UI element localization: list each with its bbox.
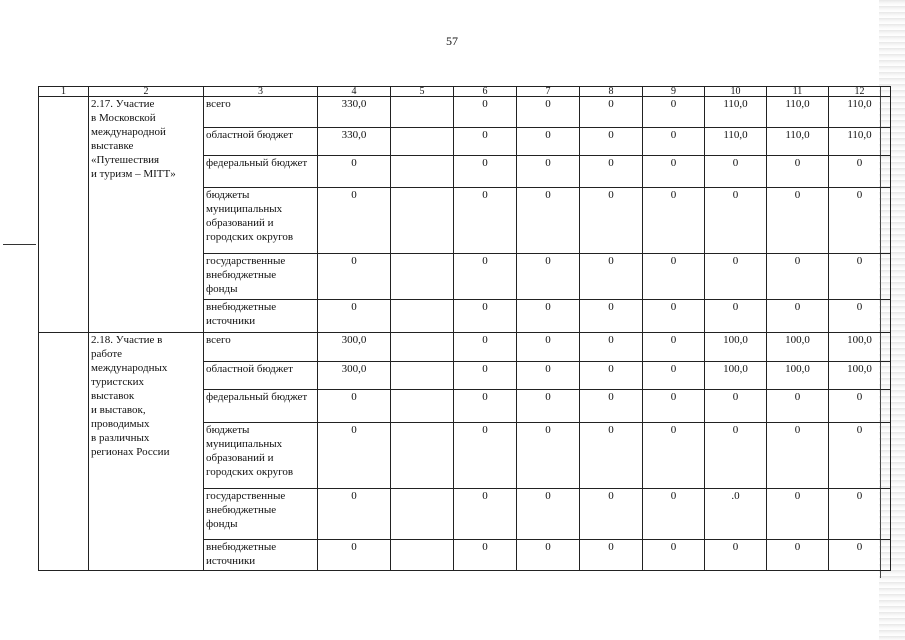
margin-rule [3,244,36,245]
value-cell-col-10: 110,0 [705,128,767,156]
value-cell-col-9: 0 [643,333,705,362]
value-cell-col-12: 110,0 [829,128,891,156]
value-cell-col-4: 0 [318,254,391,300]
value-cell-col-7: 0 [517,156,580,188]
value-cell-col-12: 0 [829,540,891,571]
value-cell-col-11: 100,0 [767,333,829,362]
value-cell-col-10: 0 [705,390,767,423]
value-cell-col-8: 0 [580,333,643,362]
value-cell-col-7: 0 [517,254,580,300]
funding-source-cell: внебюджетные источники [204,300,318,333]
value-cell-col-8: 0 [580,97,643,128]
value-cell-col-12: 110,0 [829,97,891,128]
value-cell-col-7: 0 [517,390,580,423]
value-cell-col-10: 100,0 [705,362,767,390]
column-number-5: 5 [391,87,454,97]
value-cell-col-4: 0 [318,540,391,571]
value-cell-col-4: 0 [318,390,391,423]
section-number-cell [39,97,89,333]
column-number-row [39,87,891,97]
funding-source-cell: федеральный бюджет [204,390,318,423]
value-cell-col-7: 0 [517,128,580,156]
activity-name-cell: 2.17. Участие в Московской международной выставке «Путешествия и туризм – МITT» [89,97,204,333]
value-cell-col-4: 330,0 [318,128,391,156]
value-cell-col-9: 0 [643,423,705,489]
value-cell-col-10: 100,0 [705,333,767,362]
value-cell-col-9: 0 [643,540,705,571]
column-number-9: 9 [643,87,705,97]
value-cell-col-10: 0 [705,540,767,571]
value-cell-col-10: 0 [705,188,767,254]
value-cell-col-12: 0 [829,300,891,333]
value-cell-col-6: 0 [454,423,517,489]
value-cell-col-5 [391,128,454,156]
value-cell-col-6: 0 [454,362,517,390]
value-cell-col-7: 0 [517,333,580,362]
value-cell-col-4: 0 [318,156,391,188]
value-cell-col-10: 0 [705,254,767,300]
value-cell-col-7: 0 [517,489,580,540]
value-cell-col-5 [391,362,454,390]
value-cell-col-7: 0 [517,188,580,254]
value-cell-col-4: 330,0 [318,97,391,128]
value-cell-col-12: 0 [829,254,891,300]
value-cell-col-11: 0 [767,423,829,489]
value-cell-col-6: 0 [454,97,517,128]
value-cell-col-11: 0 [767,156,829,188]
budget-table [38,86,891,571]
value-cell-col-6: 0 [454,128,517,156]
value-cell-col-9: 0 [643,97,705,128]
column-number-8: 8 [580,87,643,97]
value-cell-col-11: 0 [767,390,829,423]
value-cell-col-7: 0 [517,300,580,333]
value-cell-col-7: 0 [517,423,580,489]
value-cell-col-8: 0 [580,390,643,423]
column-number-11: 11 [767,87,829,97]
value-cell-col-8: 0 [580,362,643,390]
value-cell-col-10: 0 [705,423,767,489]
value-cell-col-5 [391,300,454,333]
value-cell-col-5 [391,333,454,362]
value-cell-col-11: 0 [767,254,829,300]
value-cell-col-12: 100,0 [829,362,891,390]
value-cell-col-6: 0 [454,540,517,571]
column-number-3: 3 [204,87,318,97]
value-cell-col-11: 0 [767,540,829,571]
funding-source-cell: федеральный бюджет [204,156,318,188]
funding-source-cell: всего [204,97,318,128]
value-cell-col-5 [391,390,454,423]
value-cell-col-12: 0 [829,423,891,489]
value-cell-col-8: 0 [580,489,643,540]
value-cell-col-7: 0 [517,97,580,128]
funding-source-cell: бюджеты муниципальных образований и городских округов [204,423,318,489]
value-cell-col-10: .0 [705,489,767,540]
value-cell-col-11: 110,0 [767,128,829,156]
value-cell-col-5 [391,423,454,489]
value-cell-col-8: 0 [580,540,643,571]
funding-source-cell: государственные внебюджетные фонды [204,254,318,300]
value-cell-col-8: 0 [580,254,643,300]
page-number: 57 [446,34,458,48]
value-cell-col-6: 0 [454,489,517,540]
column-number-4: 4 [318,87,391,97]
value-cell-col-9: 0 [643,128,705,156]
value-cell-col-5 [391,188,454,254]
value-cell-col-6: 0 [454,300,517,333]
value-cell-col-9: 0 [643,300,705,333]
value-cell-col-9: 0 [643,362,705,390]
value-cell-col-11: 0 [767,489,829,540]
value-cell-col-12: 0 [829,188,891,254]
value-cell-col-9: 0 [643,390,705,423]
value-cell-col-4: 0 [318,423,391,489]
value-cell-col-9: 0 [643,254,705,300]
column-number-2: 2 [89,87,204,97]
value-cell-col-12: 0 [829,390,891,423]
section-number-cell [39,333,89,571]
value-cell-col-9: 0 [643,188,705,254]
value-cell-col-4: 0 [318,300,391,333]
table-row [39,97,891,128]
funding-source-cell: государственные внебюджетные фонды [204,489,318,540]
value-cell-col-12: 0 [829,489,891,540]
value-cell-col-8: 0 [580,188,643,254]
value-cell-col-10: 110,0 [705,97,767,128]
value-cell-col-9: 0 [643,489,705,540]
column-number-10: 10 [705,87,767,97]
table-body [39,97,891,571]
value-cell-col-4: 0 [318,489,391,540]
value-cell-col-6: 0 [454,156,517,188]
value-cell-col-5 [391,97,454,128]
value-cell-col-4: 300,0 [318,333,391,362]
value-cell-col-8: 0 [580,128,643,156]
value-cell-col-11: 100,0 [767,362,829,390]
value-cell-col-6: 0 [454,333,517,362]
column-number-12: 12 [829,87,891,97]
column-number-6: 6 [454,87,517,97]
funding-source-cell: бюджеты муниципальных образований и городских округов [204,188,318,254]
value-cell-col-8: 0 [580,156,643,188]
value-cell-col-4: 0 [318,188,391,254]
funding-source-cell: областной бюджет [204,362,318,390]
funding-source-cell: областной бюджет [204,128,318,156]
value-cell-col-8: 0 [580,423,643,489]
value-cell-col-12: 100,0 [829,333,891,362]
value-cell-col-5 [391,540,454,571]
value-cell-col-6: 0 [454,254,517,300]
value-cell-col-7: 0 [517,362,580,390]
value-cell-col-10: 0 [705,300,767,333]
value-cell-col-7: 0 [517,540,580,571]
value-cell-col-4: 300,0 [318,362,391,390]
column-number-7: 7 [517,87,580,97]
table-row [39,333,891,362]
value-cell-col-5 [391,254,454,300]
funding-source-cell: внебюджетные источники [204,540,318,571]
value-cell-col-11: 0 [767,300,829,333]
column-number-1: 1 [39,87,89,97]
value-cell-col-6: 0 [454,390,517,423]
value-cell-col-9: 0 [643,156,705,188]
activity-name-cell: 2.18. Участие в работе международных туристских выставок и выставок, проводимых в различных регионах России [89,333,204,571]
value-cell-col-11: 0 [767,188,829,254]
value-cell-col-10: 0 [705,156,767,188]
value-cell-col-6: 0 [454,188,517,254]
value-cell-col-12: 0 [829,156,891,188]
value-cell-col-8: 0 [580,300,643,333]
value-cell-col-5 [391,489,454,540]
funding-source-cell: всего [204,333,318,362]
value-cell-col-11: 110,0 [767,97,829,128]
value-cell-col-5 [391,156,454,188]
